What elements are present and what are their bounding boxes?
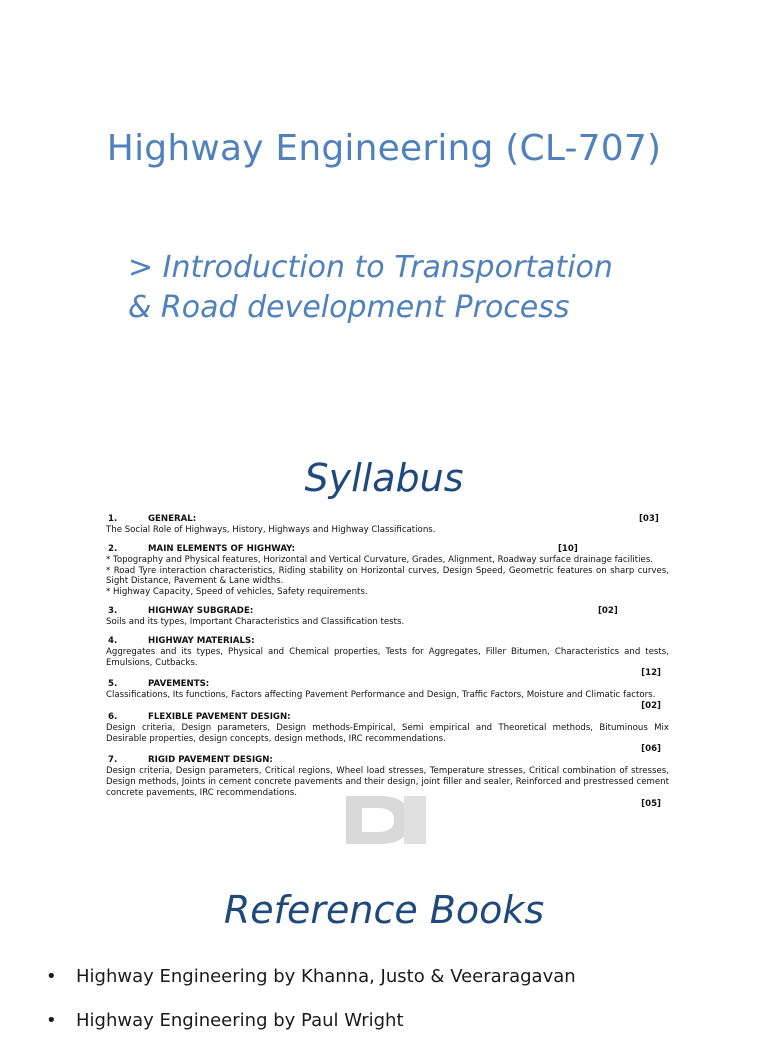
syllabus-section-2 bbox=[106, 544, 669, 598]
section-number: 6. bbox=[108, 711, 118, 722]
book-title: Highway Engineering by Khanna, Justo & Veeraragavan bbox=[76, 966, 576, 987]
section-hours: [06] bbox=[641, 744, 661, 755]
section-number: 7. bbox=[108, 755, 118, 766]
section-number: 1. bbox=[108, 514, 118, 524]
section-heading: MAIN ELEMENTS OF HIGHWAY: bbox=[148, 543, 296, 554]
section-hours: [10] bbox=[558, 543, 578, 554]
section-text: Classifications, Its functions, Factors affecting Pavement Performance and Design, Traffic Factors, Moisture and Climatic factors. bbox=[106, 690, 656, 701]
bullet-icon: • bbox=[46, 1010, 57, 1031]
section-number: 3. bbox=[108, 605, 118, 616]
section-heading: PAVEMENTS: bbox=[148, 679, 210, 690]
section-heading: GENERAL: bbox=[148, 514, 197, 524]
section-text: Design criteria, Design parameters, Critical regions, Wheel load stresses, Temperature stresses, Critical combination of stresses, Design methods, Joints in cement concrete pavements and their design, joint filler and sealer, Reinforced and prestressed cement concrete pavements, IRC recommendations. bbox=[106, 766, 669, 798]
section-number: 2. bbox=[108, 543, 118, 554]
subtitle-line-2: & Road development Process bbox=[128, 290, 570, 325]
list-item bbox=[46, 1010, 746, 1054]
reference-books-heading: Reference Books bbox=[223, 888, 545, 932]
subtitle-line-1: > Introduction to Transportation bbox=[128, 250, 613, 285]
syllabus-section-4 bbox=[106, 636, 669, 679]
section-text: Soils and its types, Important Characteristics and Classification tests. bbox=[106, 616, 405, 627]
section-hours: [02] bbox=[598, 605, 618, 616]
bullet-icon: • bbox=[46, 966, 57, 987]
section-text: * Highway Capacity, Speed of vehicles, Safety requirements. bbox=[106, 587, 368, 598]
section-heading: FLEXIBLE PAVEMENT DESIGN: bbox=[148, 711, 291, 722]
book-title: Highway Engineering by Paul Wright bbox=[76, 1010, 404, 1031]
section-hours: [03] bbox=[639, 514, 659, 524]
section-number: 5. bbox=[108, 679, 118, 690]
reference-books-list bbox=[46, 966, 746, 1054]
section-text: * Road Tyre interaction characteristics, Riding stability on Horizontal curves, Design Speed, Geometric features on sharp curves, Sight Distance, Pavement & Lane widths. bbox=[106, 565, 669, 587]
section-hours: [05] bbox=[641, 798, 661, 809]
section-hours: [12] bbox=[641, 668, 661, 679]
section-text: The Social Role of Highways, History, Highways and Highway Classifications. bbox=[106, 525, 436, 535]
section-text: Design criteria, Design parameters, Design methods-Empirical, Semi empirical and Theoretical methods, Bituminous Mix Desirable properties, design concepts, design methods, IRC recommendations. bbox=[106, 722, 669, 744]
syllabus-section-1 bbox=[106, 514, 669, 536]
syllabus-section-5 bbox=[106, 679, 669, 712]
section-heading: RIGID PAVEMENT DESIGN: bbox=[148, 755, 273, 766]
section-number: 4. bbox=[108, 635, 118, 646]
subtitle bbox=[128, 248, 728, 328]
section-heading: HIGHWAY SUBGRADE: bbox=[148, 605, 254, 616]
section-heading: HIGHWAY MATERIALS: bbox=[148, 635, 255, 646]
syllabus-section-3 bbox=[106, 606, 669, 628]
section-hours: [02] bbox=[641, 700, 661, 711]
section-text: * Topography and Physical features, Horizontal and Vertical Curvature, Grades, Alignment, Roadway surface drainage facilities. bbox=[106, 554, 654, 565]
syllabus-heading: Syllabus bbox=[304, 456, 464, 500]
list-item bbox=[46, 966, 746, 1010]
section-text: Aggregates and its types, Physical and Chemical properties, Tests for Aggregates, Filler Bitumen, Characteristics and tests, Emulsions, Cutbacks. bbox=[106, 646, 669, 668]
syllabus-section-6 bbox=[106, 712, 669, 755]
watermark-logo-icon bbox=[340, 790, 432, 850]
page-title: Highway Engineering (CL-707) bbox=[106, 128, 662, 169]
